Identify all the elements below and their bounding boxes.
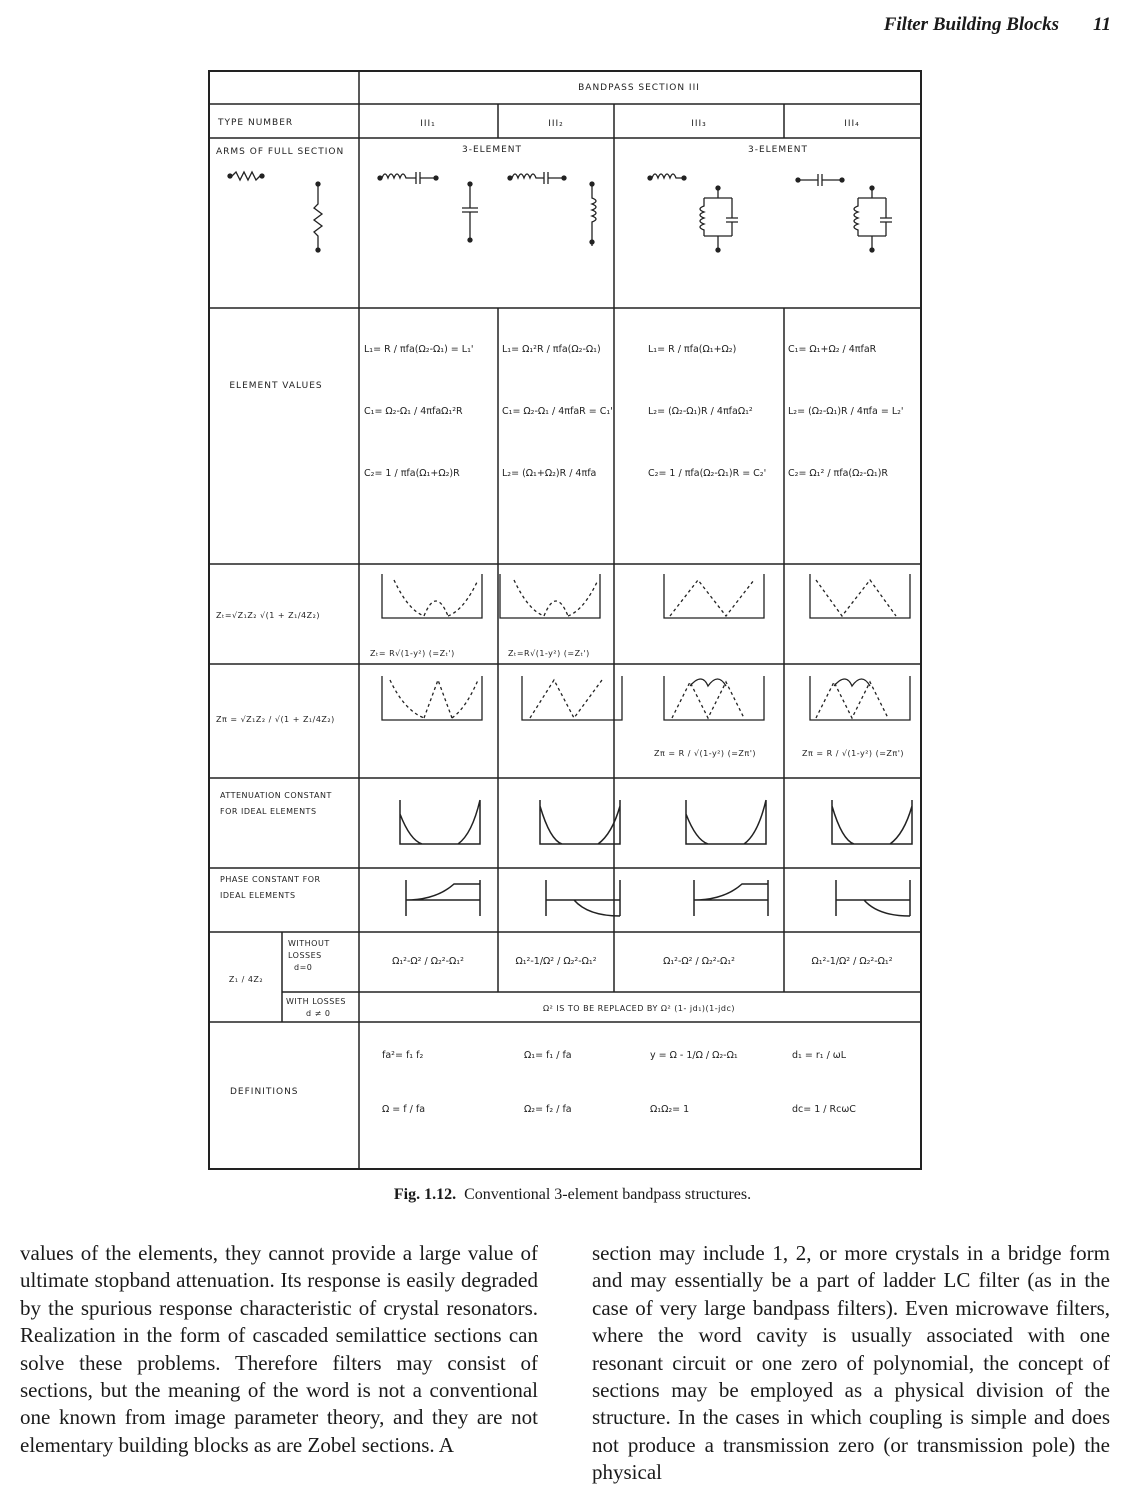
ev-1-2: C₁= Ω₂-Ω₁ / 4πfaΩ₁²R: [364, 406, 463, 417]
with-losses-note: Ω² IS TO BE REPLACED BY Ω² (1- jd₁)(1-jdc): [543, 1004, 735, 1013]
zt-formula-1: Zₜ= R√(1-y²) (=Zₜ'): [370, 649, 455, 658]
without-losses-label-3: d=0: [294, 963, 313, 972]
table-title: BANDPASS SECTION III: [578, 83, 700, 93]
ev-4-1: C₁= Ω₁+Ω₂ / 4πfaR: [788, 344, 877, 355]
phase-label-2: IDEAL ELEMENTS: [220, 891, 296, 900]
figure-caption-text: Conventional 3-element bandpass structures.: [464, 1186, 752, 1203]
arms-label: ARMS OF FULL SECTION: [216, 147, 345, 157]
three-element-label-a: 3-ELEMENT: [461, 145, 523, 155]
type-iii-2: III₂: [548, 119, 564, 129]
ev-2-2: C₁= Ω₂-Ω₁ / 4πfaR = C₁': [502, 406, 613, 417]
def-1-2: Ω = f / fa: [382, 1104, 426, 1115]
body-paragraph-left: values of the elements, they cannot provide a large value of ultimate stopband attenuation. Its response is easily degraded by the spurious response characteristic of crystal resonators. Realization in the form of cascaded semilattice sections can solve these problems. Therefore filters may consist of sections, but the meaning of the word is not a conventional one known from image parameter theory, and they are not elementary building blocks as are Zobel sections. A: [20, 1241, 538, 1457]
without-losses-4: Ω₁²-1/Ω² / Ω₂²-Ω₁²: [811, 956, 893, 967]
type-number-label: TYPE NUMBER: [218, 118, 294, 128]
ev-3-3: C₂= 1 / πfa(Ω₂-Ω₁)R = C₂': [648, 468, 767, 479]
type-iii-4: III₄: [844, 119, 860, 129]
arm-circuits: [228, 172, 892, 252]
zt-formula-2: Zₜ=R√(1-y²) (=Zₜ'): [508, 649, 590, 658]
body-column-right: [592, 1240, 1110, 1487]
zpi-label: Zπ = √Z₁Z₂ / √(1 + Z₁/4Z₂): [216, 715, 335, 724]
with-losses-label-2: d ≠ 0: [306, 1009, 331, 1018]
without-losses-1: Ω₁²-Ω² / Ω₂²-Ω₁²: [392, 956, 464, 967]
definitions-label: DEFINITIONS: [230, 1087, 299, 1097]
def-3-1: y = Ω - 1/Ω / Ω₂-Ω₁: [650, 1050, 738, 1061]
zt-curves: [382, 574, 910, 618]
zpi-curves: [382, 676, 910, 720]
body-paragraph-right: section may include 1, 2, or more crystals in a bridge form and may essentially be a part of ladder LC filter (as in the case of very large bandpass filters). Even microwave filters, where the word cavity is usually associated with one resonant circuit or one zero of polynomial, the concept of sections may be employed as a physical division of the structure. In the cases in which coupling is simple and does not produce a transmission zero (or transmission pole) the physical: [592, 1241, 1110, 1485]
figure-caption: [0, 1186, 1145, 1204]
def-4-1: d₁ = r₁ / ωL: [792, 1050, 847, 1061]
def-2-2: Ω₂= f₂ / fa: [524, 1104, 572, 1115]
without-losses-label-1: WITHOUT: [288, 939, 330, 948]
phase-curves: [406, 880, 910, 916]
with-losses-label-1: WITH LOSSES: [286, 997, 346, 1006]
def-1-1: fa²= f₁ f₂: [382, 1050, 424, 1061]
ev-4-3: C₂= Ω₁² / πfa(Ω₂-Ω₁)R: [788, 468, 889, 479]
ev-4-2: L₂= (Ω₂-Ω₁)R / 4πfa = L₂': [788, 406, 904, 417]
phase-label-1: PHASE CONSTANT FOR: [220, 875, 321, 884]
ev-3-1: L₁= R / πfa(Ω₁+Ω₂): [648, 344, 737, 355]
z-ratio-label: Z₁ / 4Z₂: [228, 975, 264, 984]
ev-3-2: L₂= (Ω₂-Ω₁)R / 4πfaΩ₁²: [648, 406, 753, 417]
attenuation-label-2: FOR IDEAL ELEMENTS: [220, 807, 317, 816]
def-2-1: Ω₁= f₁ / fa: [524, 1050, 572, 1061]
running-header-title: Filter Building Blocks: [883, 14, 1059, 35]
attenuation-label-1: ATTENUATION CONSTANT: [220, 791, 332, 800]
zpi-formula-3: Zπ = R / √(1-y²) (=Zπ'): [654, 749, 757, 758]
element-values-label: ELEMENT VALUES: [229, 381, 323, 391]
without-losses-label-2: LOSSES: [288, 951, 322, 960]
body-column-left: [20, 1240, 538, 1459]
def-3-2: Ω₁Ω₂= 1: [650, 1104, 690, 1115]
element-values-formulas: [364, 344, 904, 479]
three-element-label-b: 3-ELEMENT: [747, 145, 809, 155]
attenuation-curves: [400, 800, 912, 844]
page-number: 11: [1093, 14, 1111, 35]
zpi-formula-4: Zπ = R / √(1-y²) (=Zπ'): [802, 749, 905, 758]
type-iii-1: III₁: [420, 119, 436, 129]
def-4-2: dc= 1 / RcωC: [792, 1104, 856, 1115]
bandpass-table: [208, 70, 922, 1170]
figure-caption-label: Fig. 1.12.: [393, 1186, 457, 1203]
without-losses-2: Ω₁²-1/Ω² / Ω₂²-Ω₁²: [515, 956, 597, 967]
type-iii-3: III₃: [691, 119, 707, 129]
ev-1-1: L₁= R / πfa(Ω₂-Ω₁) = L₁': [364, 344, 474, 355]
ev-1-3: C₂= 1 / πfa(Ω₁+Ω₂)R: [364, 468, 460, 479]
ev-2-3: L₂= (Ω₁+Ω₂)R / 4πfa: [502, 468, 597, 479]
zt-label: Zₜ=√Z₁Z₂ √(1 + Z₁/4Z₂): [216, 611, 320, 620]
table-drawing: [210, 72, 920, 1168]
without-losses-3: Ω₁²-Ω² / Ω₂²-Ω₁²: [663, 956, 735, 967]
ev-2-1: L₁= Ω₁²R / πfa(Ω₂-Ω₁): [502, 344, 601, 355]
